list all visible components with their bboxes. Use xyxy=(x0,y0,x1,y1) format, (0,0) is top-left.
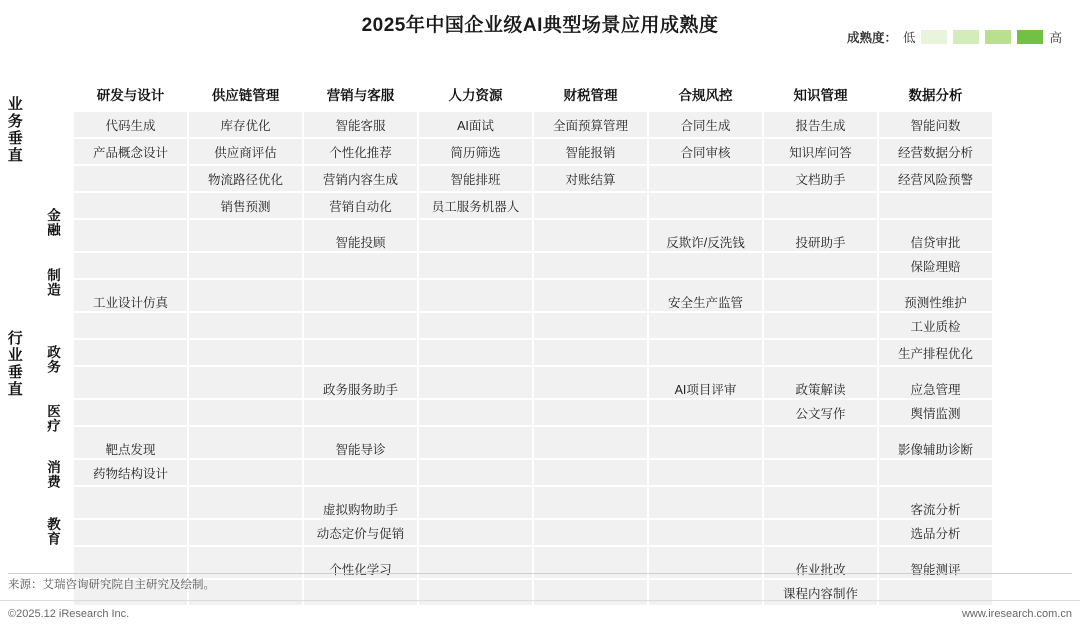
row-label-manufacturing: 制造 xyxy=(45,268,60,297)
matrix-cell-empty xyxy=(189,280,302,311)
matrix-cell-empty xyxy=(304,313,417,338)
row-label-medical: 医疗 xyxy=(45,404,60,433)
matrix-cell-empty xyxy=(764,427,877,458)
matrix-row xyxy=(74,367,992,398)
matrix-cell: 应急管理 xyxy=(879,367,992,398)
matrix-cell: 物流路径优化 xyxy=(189,166,302,191)
row-label-finance: 金融 xyxy=(45,208,60,237)
matrix-cell-empty xyxy=(649,340,762,365)
matrix-row xyxy=(74,220,992,251)
column-header-0: 研发与设计 xyxy=(96,88,165,103)
matrix-cell: 员工服务机器人 xyxy=(419,193,532,218)
matrix-cell: 保险理赔 xyxy=(879,253,992,278)
matrix-cell: 预测性维护 xyxy=(879,280,992,311)
matrix-cell-empty xyxy=(879,460,992,485)
matrix-cell-empty xyxy=(649,313,762,338)
matrix-cell-empty xyxy=(534,460,647,485)
matrix-row xyxy=(74,193,992,218)
matrix-cell: 反欺诈/反洗钱 xyxy=(649,220,762,251)
matrix-cell: 客流分析 xyxy=(879,487,992,518)
matrix-cell: 合同审核 xyxy=(649,139,762,164)
matrix-cell-empty xyxy=(649,580,762,605)
matrix-cell: 工业设计仿真 xyxy=(74,280,187,311)
matrix-cell: 课程内容制作 xyxy=(764,580,877,605)
matrix-cell-empty xyxy=(764,520,877,545)
legend-swatch-2 xyxy=(953,30,979,44)
matrix-row xyxy=(74,166,992,191)
legend-swatch-4 xyxy=(1017,30,1043,44)
matrix-cell: 简历筛选 xyxy=(419,139,532,164)
matrix-cell: 销售预测 xyxy=(189,193,302,218)
matrix-cell: 营销内容生成 xyxy=(304,166,417,191)
matrix-cell: 智能客服 xyxy=(304,112,417,137)
matrix-cell-empty xyxy=(534,580,647,605)
matrix-cell-empty xyxy=(304,280,417,311)
matrix-cell: 经营数据分析 xyxy=(879,139,992,164)
matrix-cell-empty xyxy=(189,427,302,458)
matrix-cell-empty xyxy=(189,520,302,545)
matrix-cell-empty xyxy=(534,193,647,218)
matrix-row xyxy=(74,340,992,365)
matrix-cell: 生产排程优化 xyxy=(879,340,992,365)
matrix-cell: 智能测评 xyxy=(879,547,992,578)
matrix-cell-empty xyxy=(764,253,877,278)
column-header-6: 知识管理 xyxy=(793,88,848,103)
matrix-cell-empty xyxy=(304,253,417,278)
matrix-cell: 个性化推荐 xyxy=(304,139,417,164)
matrix-cell: 虚拟购物助手 xyxy=(304,487,417,518)
matrix-cell-empty xyxy=(189,367,302,398)
matrix-body xyxy=(74,112,992,605)
column-header-row xyxy=(74,84,992,110)
matrix-cell-empty xyxy=(879,193,992,218)
matrix-cell-empty xyxy=(764,313,877,338)
group-label-industry: 行业垂直 xyxy=(5,330,23,398)
matrix-cell-empty xyxy=(74,193,187,218)
matrix-cell-empty xyxy=(74,340,187,365)
matrix-row xyxy=(74,313,992,338)
row-label-government: 政务 xyxy=(45,345,60,374)
row-label-consumer: 消费 xyxy=(45,460,60,489)
copyright-text: ©2025.12 iResearch Inc. xyxy=(8,608,130,620)
legend-low-label: 低 xyxy=(902,31,916,45)
matrix-cell: 药物结构设计 xyxy=(74,460,187,485)
matrix-cell-empty xyxy=(74,220,187,251)
legend-swatch-3 xyxy=(985,30,1011,44)
matrix-cell-empty xyxy=(419,340,532,365)
matrix-cell-empty xyxy=(189,487,302,518)
matrix-cell-empty xyxy=(534,253,647,278)
matrix-cell-empty xyxy=(419,427,532,458)
matrix-cell: 投研助手 xyxy=(764,220,877,251)
matrix-cell: 代码生成 xyxy=(74,112,187,137)
matrix-cell-empty xyxy=(534,367,647,398)
legend xyxy=(847,28,1062,46)
matrix-cell-empty xyxy=(534,520,647,545)
matrix-cell-empty xyxy=(534,280,647,311)
maturity-matrix xyxy=(72,82,994,607)
footer-divider xyxy=(0,600,1080,601)
legend-high-label: 高 xyxy=(1049,31,1062,45)
matrix-cell: 供应商评估 xyxy=(189,139,302,164)
matrix-cell-empty xyxy=(649,193,762,218)
matrix-table xyxy=(72,82,994,607)
matrix-row xyxy=(74,112,992,137)
matrix-cell-empty xyxy=(74,520,187,545)
matrix-cell: 选品分析 xyxy=(879,520,992,545)
matrix-cell: 舆情监测 xyxy=(879,400,992,425)
matrix-cell: 信贷审批 xyxy=(879,220,992,251)
matrix-cell-empty xyxy=(419,253,532,278)
legend-swatch-1 xyxy=(921,30,947,44)
matrix-cell-empty xyxy=(649,253,762,278)
matrix-cell-empty xyxy=(189,253,302,278)
column-header-1: 供应链管理 xyxy=(211,88,280,103)
matrix-cell-empty xyxy=(419,313,532,338)
matrix-cell-empty xyxy=(189,313,302,338)
matrix-cell-empty xyxy=(419,367,532,398)
matrix-cell: 智能问数 xyxy=(879,112,992,137)
group-label-business: 业务垂直 xyxy=(5,96,23,164)
matrix-cell: 动态定价与促销 xyxy=(304,520,417,545)
matrix-row xyxy=(74,520,992,545)
matrix-cell: 文档助手 xyxy=(764,166,877,191)
matrix-cell-empty xyxy=(534,340,647,365)
matrix-cell-empty xyxy=(304,580,417,605)
website-text: www.iresearch.com.cn xyxy=(961,608,1072,620)
matrix-cell: 智能导诊 xyxy=(304,427,417,458)
matrix-cell: 个性化学习 xyxy=(304,547,417,578)
matrix-cell: 经营风险预警 xyxy=(879,166,992,191)
matrix-cell: 报告生成 xyxy=(764,112,877,137)
matrix-cell: 智能报销 xyxy=(534,139,647,164)
matrix-cell-empty xyxy=(304,460,417,485)
column-header-4: 财税管理 xyxy=(563,88,618,103)
matrix-row xyxy=(74,280,992,311)
matrix-cell-empty xyxy=(764,280,877,311)
matrix-cell-empty xyxy=(649,520,762,545)
matrix-cell-empty xyxy=(74,367,187,398)
matrix-cell: AI项目评审 xyxy=(649,367,762,398)
matrix-cell-empty xyxy=(304,400,417,425)
matrix-cell: 靶点发现 xyxy=(74,427,187,458)
matrix-cell: 合同生成 xyxy=(649,112,762,137)
matrix-cell-empty xyxy=(879,580,992,605)
matrix-cell-empty xyxy=(74,400,187,425)
matrix-cell-empty xyxy=(419,460,532,485)
matrix-cell-empty xyxy=(764,487,877,518)
matrix-row xyxy=(74,460,992,485)
matrix-cell-empty xyxy=(534,427,647,458)
matrix-cell-empty xyxy=(189,460,302,485)
matrix-cell-empty xyxy=(764,340,877,365)
matrix-cell: 工业质检 xyxy=(879,313,992,338)
matrix-cell-empty xyxy=(74,166,187,191)
matrix-cell-empty xyxy=(649,487,762,518)
matrix-cell-empty xyxy=(764,460,877,485)
matrix-cell-empty xyxy=(764,193,877,218)
matrix-cell: 营销自动化 xyxy=(304,193,417,218)
matrix-cell-empty xyxy=(74,313,187,338)
matrix-cell-empty xyxy=(534,313,647,338)
matrix-cell: 公文写作 xyxy=(764,400,877,425)
matrix-row xyxy=(74,400,992,425)
column-header-2: 营销与客服 xyxy=(326,88,395,103)
matrix-cell-empty xyxy=(419,280,532,311)
matrix-cell-empty xyxy=(189,400,302,425)
matrix-cell-empty xyxy=(534,487,647,518)
matrix-cell-empty xyxy=(189,340,302,365)
matrix-cell-empty xyxy=(74,253,187,278)
matrix-row xyxy=(74,427,992,458)
page-title: 2025年中国企业级AI典型场景应用成熟度 xyxy=(361,15,719,36)
matrix-row xyxy=(74,139,992,164)
matrix-cell-empty xyxy=(419,520,532,545)
matrix-cell-empty xyxy=(419,220,532,251)
column-header-5: 合规风控 xyxy=(678,88,733,103)
matrix-cell-empty xyxy=(534,400,647,425)
column-header-7: 数据分析 xyxy=(908,88,963,103)
matrix-cell-empty xyxy=(419,580,532,605)
matrix-cell: 安全生产监管 xyxy=(649,280,762,311)
matrix-cell: 对账结算 xyxy=(534,166,647,191)
matrix-cell-empty xyxy=(649,460,762,485)
source-note: 来源：艾瑞咨询研究院自主研究及绘制。 xyxy=(8,579,215,591)
column-header-3: 人力资源 xyxy=(448,88,503,103)
matrix-cell: 作业批改 xyxy=(764,547,877,578)
matrix-cell-empty xyxy=(649,166,762,191)
matrix-cell-empty xyxy=(304,340,417,365)
matrix-cell: 全面预算管理 xyxy=(534,112,647,137)
matrix-cell-empty xyxy=(189,220,302,251)
matrix-cell: 知识库问答 xyxy=(764,139,877,164)
matrix-cell: AI面试 xyxy=(419,112,532,137)
legend-label: 成熟度： xyxy=(846,31,897,45)
matrix-cell-empty xyxy=(534,220,647,251)
source-divider xyxy=(8,573,1072,574)
matrix-row xyxy=(74,253,992,278)
matrix-cell-empty xyxy=(649,400,762,425)
matrix-cell: 政策解读 xyxy=(764,367,877,398)
matrix-cell: 库存优化 xyxy=(189,112,302,137)
matrix-cell-empty xyxy=(419,400,532,425)
matrix-cell: 智能投顾 xyxy=(304,220,417,251)
matrix-cell-empty xyxy=(649,427,762,458)
matrix-cell: 智能排班 xyxy=(419,166,532,191)
matrix-cell-empty xyxy=(74,487,187,518)
matrix-cell: 影像辅助诊断 xyxy=(879,427,992,458)
matrix-cell: 政务服务助手 xyxy=(304,367,417,398)
matrix-cell: 产品概念设计 xyxy=(74,139,187,164)
matrix-row xyxy=(74,487,992,518)
matrix-cell-empty xyxy=(419,487,532,518)
row-label-education: 教育 xyxy=(45,517,60,546)
